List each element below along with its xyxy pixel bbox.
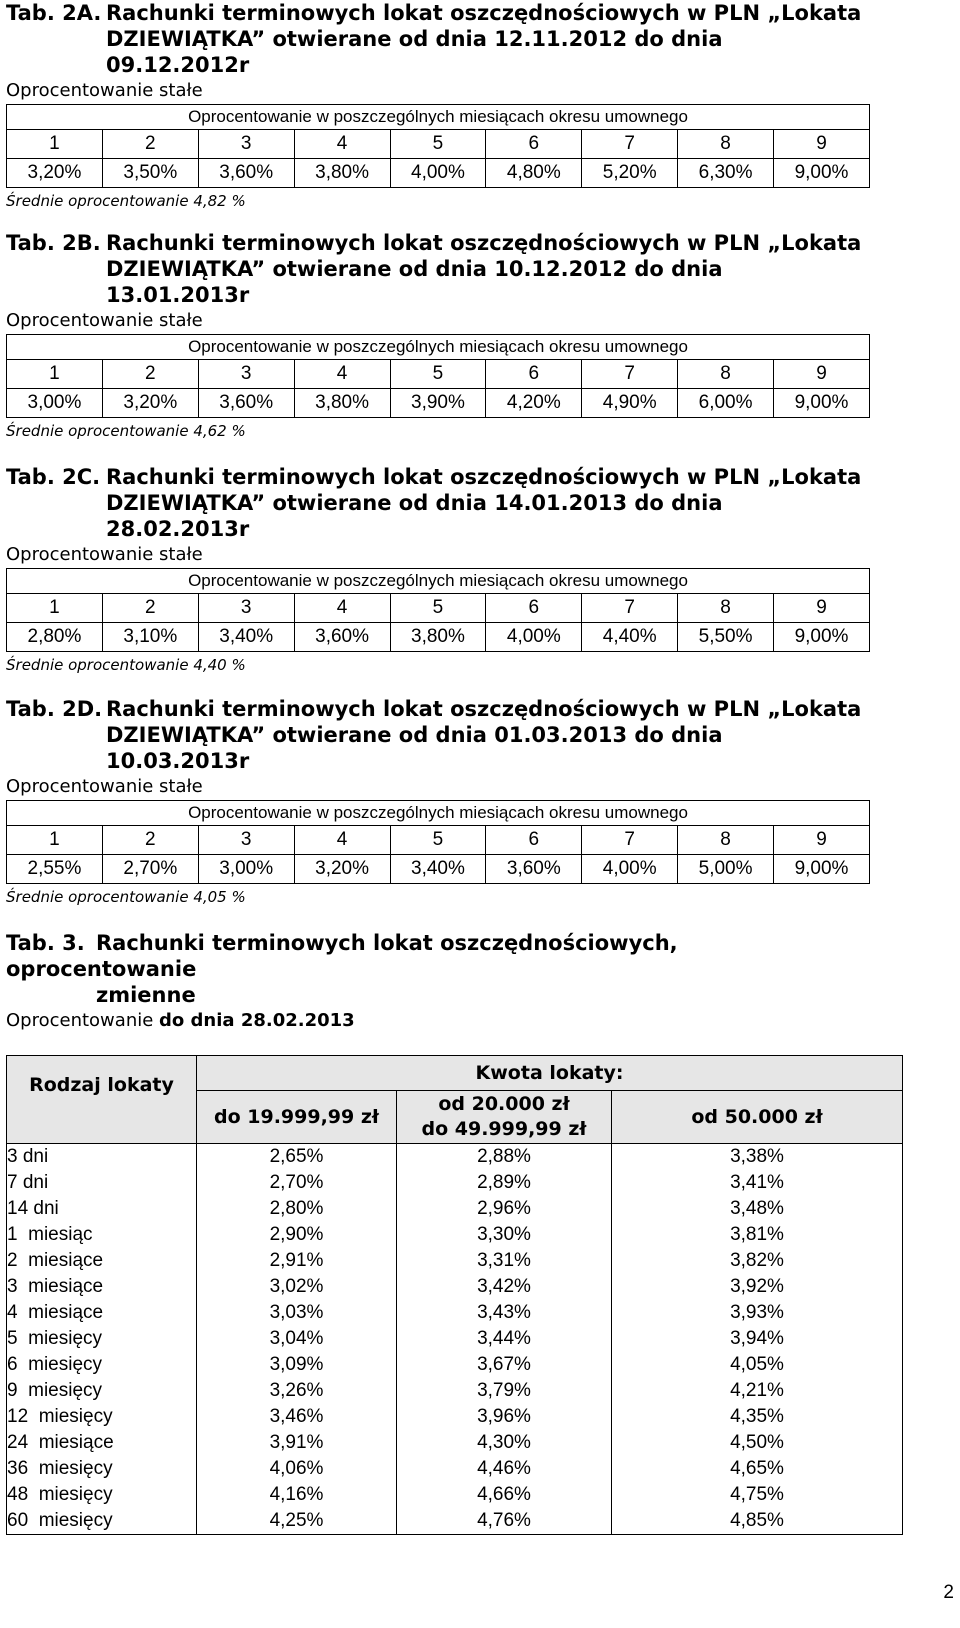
- month-cell: 9: [774, 130, 870, 159]
- rate-cell: 3,09%: [197, 1352, 397, 1378]
- monthly-rates-table: [6, 104, 870, 188]
- deposit-term-cell: 4 miesiące: [7, 1300, 197, 1326]
- rate-cell: 3,91%: [197, 1430, 397, 1456]
- rate-cell: 4,00%: [582, 855, 678, 884]
- month-cell: 7: [582, 594, 678, 623]
- rate-cell: 4,75%: [612, 1482, 903, 1508]
- deposit-term-cell: 9 miesięcy: [7, 1378, 197, 1404]
- rate-cell: 4,66%: [397, 1482, 612, 1508]
- month-cell: 5: [390, 130, 486, 159]
- deposit-amount-header: Kwota lokaty:: [197, 1056, 903, 1091]
- month-cell: 9: [774, 826, 870, 855]
- rate-cell: 3,80%: [294, 159, 390, 188]
- variable-rates-table: [6, 1055, 903, 1535]
- month-cell: 6: [486, 360, 582, 389]
- month-cell: 2: [102, 360, 198, 389]
- rate-cell: 4,20%: [486, 389, 582, 418]
- monthly-rates-table: [6, 568, 870, 652]
- fixed-rate-section-2d: [6, 696, 866, 908]
- rate-cell: 3,96%: [397, 1404, 612, 1430]
- rates-header: Oprocentowanie w poszczególnych miesiącach okresu umownego: [7, 335, 870, 360]
- rate-cell: 3,04%: [197, 1326, 397, 1352]
- rate-cell: 3,20%: [7, 159, 103, 188]
- rate-cell: 4,40%: [582, 623, 678, 652]
- month-cell: 5: [390, 360, 486, 389]
- rate-cell: 4,50%: [612, 1430, 903, 1456]
- rate-cell: 9,00%: [774, 159, 870, 188]
- rate-cell: 4,06%: [197, 1456, 397, 1482]
- rate-cell: 3,80%: [390, 623, 486, 652]
- table-title: [6, 930, 866, 1008]
- month-cell: 8: [678, 360, 774, 389]
- deposit-term-cell: 6 miesięcy: [7, 1352, 197, 1378]
- rate-cell: 3,44%: [397, 1326, 612, 1352]
- month-cell: 5: [390, 594, 486, 623]
- table-row: [7, 1248, 903, 1274]
- title-line-2: DZIEWIĄTKA” otwierane od dnia 01.03.2013 do dnia 10.03.2013r: [106, 723, 723, 773]
- rate-cell: 4,90%: [582, 389, 678, 418]
- rate-cell: 3,60%: [294, 623, 390, 652]
- month-cell: 1: [7, 826, 103, 855]
- table-row: [7, 1430, 903, 1456]
- table-row: [7, 1352, 903, 1378]
- table-title: [6, 696, 866, 774]
- month-cell: 8: [678, 594, 774, 623]
- month-cell: 5: [390, 826, 486, 855]
- average-rate-note: Średnie oprocentowanie 4,05 %: [6, 888, 246, 906]
- table-prefix: Tab. 2B.: [6, 231, 101, 255]
- title-line-2: DZIEWIĄTKA” otwierane od dnia 14.01.2013 do dnia 28.02.2013r: [106, 491, 723, 541]
- rate-cell: 4,16%: [197, 1482, 397, 1508]
- rate-cell: 2,80%: [197, 1196, 397, 1222]
- deposit-type-header: Rodzaj lokaty: [7, 1056, 197, 1144]
- rate-cell: 3,41%: [612, 1170, 903, 1196]
- rate-cell: 3,81%: [612, 1222, 903, 1248]
- table-row: [7, 1404, 903, 1430]
- deposit-term-cell: 5 miesięcy: [7, 1326, 197, 1352]
- month-cell: 7: [582, 360, 678, 389]
- table-row: [7, 1378, 903, 1404]
- month-cell: 6: [486, 130, 582, 159]
- table-row: [7, 1222, 903, 1248]
- deposit-term-cell: 3 dni: [7, 1144, 197, 1171]
- rate-cell: 5,00%: [678, 855, 774, 884]
- rate-cell: 2,90%: [197, 1222, 397, 1248]
- rate-cell: 3,67%: [397, 1352, 612, 1378]
- month-cell: 4: [294, 130, 390, 159]
- month-cell: 3: [198, 594, 294, 623]
- month-cell: 2: [102, 130, 198, 159]
- title-line-2: DZIEWIĄTKA” otwierane od dnia 10.12.2012 do dnia 13.01.2013r: [106, 257, 723, 307]
- rate-cell: 4,30%: [397, 1430, 612, 1456]
- rate-cell: 9,00%: [774, 389, 870, 418]
- fixed-rate-section-2b: [6, 230, 866, 442]
- rate-cell: 6,30%: [678, 159, 774, 188]
- rate-validity-label: [6, 1008, 866, 1034]
- rate-cell: 3,60%: [198, 159, 294, 188]
- table-prefix: Tab. 2C.: [6, 465, 101, 489]
- month-cell: 1: [7, 360, 103, 389]
- month-cell: 6: [486, 826, 582, 855]
- page-number: 2: [943, 1582, 954, 1603]
- rate-cell: 3,90%: [390, 389, 486, 418]
- rate-cell: 4,00%: [390, 159, 486, 188]
- rate-type-label: Oprocentowanie stałe: [6, 776, 203, 797]
- rate-cell: 3,38%: [612, 1144, 903, 1171]
- title-line-1: Rachunki terminowych lokat oszczędnościowych, oprocentowanie: [6, 931, 678, 981]
- rate-cell: 3,46%: [197, 1404, 397, 1430]
- rate-cell: 9,00%: [774, 623, 870, 652]
- month-cell: 3: [198, 360, 294, 389]
- rate-cell: 3,60%: [198, 389, 294, 418]
- rate-cell: 2,88%: [397, 1144, 612, 1171]
- table-row: [7, 1170, 903, 1196]
- rate-validity-prefix: Oprocentowanie: [6, 1010, 160, 1031]
- rate-cell: 3,79%: [397, 1378, 612, 1404]
- monthly-rates-table: [6, 800, 870, 884]
- rate-cell: 4,05%: [612, 1352, 903, 1378]
- rate-type-label: Oprocentowanie stałe: [6, 544, 203, 565]
- title-line-2: zmienne: [96, 983, 196, 1007]
- month-cell: 9: [774, 360, 870, 389]
- rate-cell: 3,40%: [198, 623, 294, 652]
- rate-validity-date: do dnia 28.02.2013: [159, 1010, 355, 1031]
- deposit-term-cell: 24 miesiące: [7, 1430, 197, 1456]
- rate-cell: 3,40%: [390, 855, 486, 884]
- rates-header: Oprocentowanie w poszczególnych miesiącach okresu umownego: [7, 105, 870, 130]
- rate-cell: 3,92%: [612, 1274, 903, 1300]
- month-cell: 7: [582, 826, 678, 855]
- monthly-rates-table: [6, 334, 870, 418]
- deposit-term-cell: 14 dni: [7, 1196, 197, 1222]
- rate-cell: 4,65%: [612, 1456, 903, 1482]
- amount-tier-3-header: od 50.000 zł: [612, 1091, 903, 1144]
- table-prefix: Tab. 2D.: [6, 697, 103, 721]
- month-cell: 2: [102, 594, 198, 623]
- title-line-1: Rachunki terminowych lokat oszczędnościowych w PLN „Lokata: [106, 465, 862, 489]
- rate-cell: 6,00%: [678, 389, 774, 418]
- rate-cell: 2,70%: [102, 855, 198, 884]
- rate-cell: 5,50%: [678, 623, 774, 652]
- variable-rates-body: [7, 1144, 903, 1535]
- title-line-1: Rachunki terminowych lokat oszczędnościowych w PLN „Lokata: [106, 697, 862, 721]
- month-cell: 4: [294, 594, 390, 623]
- table-row: [7, 1326, 903, 1352]
- table-row: [7, 1274, 903, 1300]
- deposit-term-cell: 48 miesięcy: [7, 1482, 197, 1508]
- table-row: [7, 1482, 903, 1508]
- month-cell: 8: [678, 826, 774, 855]
- rate-cell: 5,20%: [582, 159, 678, 188]
- table-title: [6, 230, 866, 308]
- rate-cell: 2,89%: [397, 1170, 612, 1196]
- month-cell: 6: [486, 594, 582, 623]
- month-cell: 2: [102, 826, 198, 855]
- table-row: [7, 1456, 903, 1482]
- amount-tier-2-line-1: od 20.000 zł: [438, 1093, 570, 1115]
- rate-cell: 3,50%: [102, 159, 198, 188]
- rate-cell: 3,20%: [102, 389, 198, 418]
- amount-tier-2-line-2: do 49.999,99 zł: [421, 1118, 587, 1140]
- rate-cell: 3,03%: [197, 1300, 397, 1326]
- rate-cell: 3,10%: [102, 623, 198, 652]
- table-prefix: Tab. 3.: [6, 931, 85, 955]
- month-cell: 1: [7, 130, 103, 159]
- month-cell: 7: [582, 130, 678, 159]
- table-row: [7, 1508, 903, 1535]
- title-line-1: Rachunki terminowych lokat oszczędnościowych w PLN „Lokata: [106, 231, 862, 255]
- rate-cell: 4,80%: [486, 159, 582, 188]
- month-cell: 4: [294, 360, 390, 389]
- deposit-term-cell: 12 miesięcy: [7, 1404, 197, 1430]
- month-cell: 3: [198, 130, 294, 159]
- rate-cell: 9,00%: [774, 855, 870, 884]
- rate-cell: 4,76%: [397, 1508, 612, 1535]
- amount-tier-1-header: do 19.999,99 zł: [197, 1091, 397, 1144]
- average-rate-note: Średnie oprocentowanie 4,40 %: [6, 656, 246, 674]
- rate-cell: 3,20%: [294, 855, 390, 884]
- rate-cell: 3,82%: [612, 1248, 903, 1274]
- deposit-term-cell: 36 miesięcy: [7, 1456, 197, 1482]
- rate-cell: 2,80%: [7, 623, 103, 652]
- rate-cell: 3,80%: [294, 389, 390, 418]
- rate-cell: 3,48%: [612, 1196, 903, 1222]
- rate-cell: 2,55%: [7, 855, 103, 884]
- rate-type-label: Oprocentowanie stałe: [6, 310, 203, 331]
- average-rate-note: Średnie oprocentowanie 4,62 %: [6, 422, 246, 440]
- rate-cell: 4,46%: [397, 1456, 612, 1482]
- table-title: [6, 464, 866, 542]
- rate-cell: 4,35%: [612, 1404, 903, 1430]
- rate-cell: 3,26%: [197, 1378, 397, 1404]
- rate-cell: 3,31%: [397, 1248, 612, 1274]
- rate-cell: 3,94%: [612, 1326, 903, 1352]
- deposit-term-cell: 60 miesięcy: [7, 1508, 197, 1535]
- rate-cell: 3,00%: [7, 389, 103, 418]
- fixed-rate-section-2c: [6, 464, 866, 676]
- table-prefix: Tab. 2A.: [6, 1, 102, 25]
- table-row: [7, 1144, 903, 1171]
- rate-cell: 3,02%: [197, 1274, 397, 1300]
- month-cell: 9: [774, 594, 870, 623]
- title-line-2: DZIEWIĄTKA” otwierane od dnia 12.11.2012 do dnia 09.12.2012r: [106, 27, 723, 77]
- rate-cell: 2,70%: [197, 1170, 397, 1196]
- rate-cell: 3,93%: [612, 1300, 903, 1326]
- table-title: [6, 0, 866, 78]
- rate-cell: 2,65%: [197, 1144, 397, 1171]
- rates-header: Oprocentowanie w poszczególnych miesiącach okresu umownego: [7, 569, 870, 594]
- rate-type-label: Oprocentowanie stałe: [6, 80, 203, 101]
- deposit-term-cell: 3 miesiące: [7, 1274, 197, 1300]
- rate-cell: 3,60%: [486, 855, 582, 884]
- table-row: [7, 1196, 903, 1222]
- fixed-rate-section-2a: [6, 0, 866, 212]
- rate-cell: 2,96%: [397, 1196, 612, 1222]
- amount-tier-2-header: [397, 1091, 612, 1144]
- month-cell: 3: [198, 826, 294, 855]
- rate-cell: 4,21%: [612, 1378, 903, 1404]
- title-line-1: Rachunki terminowych lokat oszczędnościowych w PLN „Lokata: [106, 1, 862, 25]
- month-cell: 8: [678, 130, 774, 159]
- rate-cell: 4,85%: [612, 1508, 903, 1535]
- deposit-term-cell: 7 dni: [7, 1170, 197, 1196]
- deposit-term-cell: 2 miesiące: [7, 1248, 197, 1274]
- rate-cell: 3,30%: [397, 1222, 612, 1248]
- rate-cell: 4,00%: [486, 623, 582, 652]
- rate-cell: 3,00%: [198, 855, 294, 884]
- rate-cell: 3,43%: [397, 1300, 612, 1326]
- variable-rate-section: [6, 930, 866, 1034]
- rate-cell: 2,91%: [197, 1248, 397, 1274]
- rate-cell: 3,42%: [397, 1274, 612, 1300]
- rate-cell: 4,25%: [197, 1508, 397, 1535]
- table-row: [7, 1300, 903, 1326]
- rates-header: Oprocentowanie w poszczególnych miesiącach okresu umownego: [7, 801, 870, 826]
- deposit-term-cell: 1 miesiąc: [7, 1222, 197, 1248]
- month-cell: 4: [294, 826, 390, 855]
- average-rate-note: Średnie oprocentowanie 4,82 %: [6, 192, 246, 210]
- month-cell: 1: [7, 594, 103, 623]
